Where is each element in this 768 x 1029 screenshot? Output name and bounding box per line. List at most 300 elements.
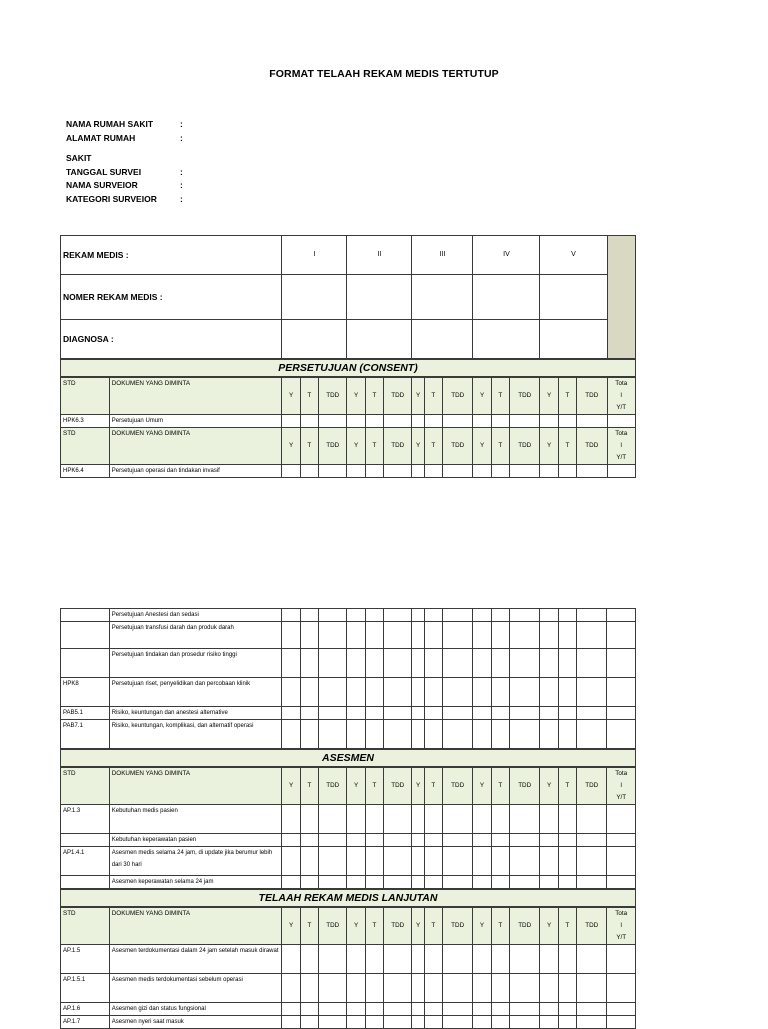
checkbox-cell[interactable] — [412, 465, 424, 478]
checkbox-cell[interactable] — [491, 1016, 509, 1029]
checkbox-cell[interactable] — [365, 945, 383, 974]
std-cell: AP.1.5.1 — [61, 974, 110, 1003]
checkbox-cell[interactable] — [365, 876, 383, 890]
checkbox-cell[interactable] — [576, 678, 606, 707]
checkbox-cell[interactable] — [442, 876, 472, 890]
patient-column-2[interactable] — [347, 275, 412, 320]
checkbox-cell[interactable] — [300, 649, 318, 678]
tdd-header: TDD — [319, 428, 347, 465]
checkbox-cell[interactable] — [347, 678, 365, 707]
checkbox-cell[interactable] — [424, 876, 442, 890]
checkbox-cell[interactable] — [442, 805, 472, 834]
checkbox-cell[interactable] — [491, 649, 509, 678]
checkbox-cell[interactable] — [424, 678, 442, 707]
checkbox-cell[interactable] — [424, 1016, 442, 1029]
checkbox-cell[interactable] — [384, 415, 412, 428]
checkbox-cell[interactable] — [282, 622, 300, 649]
checkbox-cell[interactable] — [540, 707, 558, 720]
checkbox-cell[interactable] — [319, 876, 347, 890]
table-row — [61, 609, 636, 622]
checkbox-cell[interactable] — [576, 622, 606, 649]
checkbox-cell[interactable] — [424, 847, 442, 876]
checkbox-cell[interactable] — [282, 707, 300, 720]
checkbox-cell[interactable] — [347, 649, 365, 678]
checkbox-cell[interactable] — [282, 649, 300, 678]
checkbox-cell[interactable] — [412, 609, 424, 622]
y-header: Y — [282, 377, 300, 415]
checkbox-cell[interactable] — [540, 847, 558, 876]
patient-column-1[interactable] — [282, 320, 347, 360]
checkbox-cell[interactable] — [319, 1016, 347, 1029]
dokumen-header: DOKUMEN YANG DIMINTA — [109, 428, 282, 465]
checkbox-cell[interactable] — [540, 834, 558, 847]
checkbox-cell[interactable] — [384, 609, 412, 622]
checkbox-cell[interactable] — [300, 876, 318, 890]
checkbox-cell[interactable] — [442, 945, 472, 974]
checkbox-cell[interactable] — [607, 876, 636, 890]
checkbox-cell[interactable] — [347, 1016, 365, 1029]
checkbox-cell[interactable] — [442, 720, 472, 750]
checkbox-cell[interactable] — [319, 1003, 347, 1016]
checkbox-cell[interactable] — [384, 945, 412, 974]
checkbox-cell[interactable] — [509, 1003, 539, 1016]
checkbox-cell[interactable] — [576, 974, 606, 1003]
checkbox-cell[interactable] — [300, 678, 318, 707]
checkbox-cell[interactable] — [491, 465, 509, 478]
checkbox-cell[interactable] — [424, 622, 442, 649]
checkbox-cell[interactable] — [558, 465, 576, 478]
checkbox-cell[interactable] — [607, 649, 636, 678]
patient-column-4[interactable] — [473, 275, 540, 320]
checkbox-cell[interactable] — [319, 720, 347, 750]
checkbox-cell[interactable] — [473, 945, 491, 974]
checkbox-cell[interactable] — [442, 834, 472, 847]
checkbox-cell[interactable] — [412, 1003, 424, 1016]
checkbox-cell[interactable] — [365, 465, 383, 478]
patient-column-1[interactable] — [282, 275, 347, 320]
t-header: T — [491, 767, 509, 805]
patient-column-1: I — [282, 236, 347, 275]
meta-sep: : — [180, 180, 183, 190]
checkbox-cell[interactable] — [365, 622, 383, 649]
checkbox-cell[interactable] — [384, 834, 412, 847]
patient-column-5[interactable] — [540, 320, 607, 360]
checkbox-cell[interactable] — [319, 415, 347, 428]
checkbox-cell[interactable] — [282, 974, 300, 1003]
checkbox-cell[interactable] — [300, 1016, 318, 1029]
checkbox-cell[interactable] — [300, 945, 318, 974]
checkbox-cell[interactable] — [607, 622, 636, 649]
table-row — [61, 805, 636, 834]
checkbox-cell[interactable] — [491, 609, 509, 622]
checkbox-cell[interactable] — [473, 678, 491, 707]
checkbox-cell[interactable] — [282, 834, 300, 847]
checkbox-cell[interactable] — [347, 720, 365, 750]
checkbox-cell[interactable] — [473, 720, 491, 750]
patient-column-3[interactable] — [412, 320, 473, 360]
y-header: Y — [347, 907, 365, 945]
checkbox-cell[interactable] — [491, 805, 509, 834]
checkbox-cell[interactable] — [558, 622, 576, 649]
checkbox-cell[interactable] — [424, 649, 442, 678]
checkbox-cell[interactable] — [347, 609, 365, 622]
checkbox-cell[interactable] — [282, 678, 300, 707]
checkbox-cell[interactable] — [347, 974, 365, 1003]
checkbox-cell[interactable] — [412, 834, 424, 847]
checkbox-cell[interactable] — [491, 678, 509, 707]
checkbox-cell[interactable] — [384, 1016, 412, 1029]
checkbox-cell[interactable] — [607, 707, 636, 720]
checkbox-cell[interactable] — [365, 649, 383, 678]
checkbox-cell[interactable] — [319, 707, 347, 720]
tdd-header: TDD — [384, 428, 412, 465]
checkbox-cell[interactable] — [319, 609, 347, 622]
checkbox-cell[interactable] — [509, 876, 539, 890]
checkbox-cell[interactable] — [607, 465, 635, 478]
checkbox-cell[interactable] — [607, 805, 636, 834]
patient-column-4[interactable] — [473, 320, 540, 360]
checkbox-cell[interactable] — [300, 834, 318, 847]
checkbox-cell[interactable] — [412, 876, 424, 890]
checkbox-cell[interactable] — [384, 649, 412, 678]
checkbox-cell[interactable] — [412, 678, 424, 707]
checkbox-cell[interactable] — [558, 649, 576, 678]
checkbox-cell[interactable] — [607, 847, 636, 876]
checkbox-cell[interactable] — [442, 847, 472, 876]
checkbox-cell[interactable] — [300, 805, 318, 834]
document-cell: Risiko, keuntungan, komplikasi, dan alternatif operasi — [109, 720, 282, 750]
checkbox-cell[interactable] — [442, 974, 472, 1003]
checkbox-cell[interactable] — [347, 415, 365, 428]
checkbox-cell[interactable] — [424, 609, 442, 622]
checkbox-cell[interactable] — [577, 465, 607, 478]
checkbox-cell[interactable] — [491, 415, 509, 428]
checkbox-cell[interactable] — [300, 622, 318, 649]
checkbox-cell[interactable] — [300, 415, 318, 428]
checkbox-cell[interactable] — [509, 805, 539, 834]
checkbox-cell[interactable] — [384, 876, 412, 890]
checkbox-cell[interactable] — [607, 720, 636, 750]
t-header: T — [300, 907, 318, 945]
section-row — [61, 889, 636, 907]
checkbox-cell[interactable] — [540, 974, 558, 1003]
document-cell: Persetujuan Anestesi dan sedasi — [109, 609, 282, 622]
checkbox-cell[interactable] — [412, 707, 424, 720]
checkbox-cell[interactable] — [473, 974, 491, 1003]
checkbox-cell[interactable] — [282, 805, 300, 834]
checkbox-cell[interactable] — [509, 974, 539, 1003]
checkbox-cell[interactable] — [607, 1003, 636, 1016]
checkbox-cell[interactable] — [473, 876, 491, 890]
checkbox-cell[interactable] — [365, 678, 383, 707]
y-header: Y — [540, 428, 558, 465]
checkbox-cell[interactable] — [365, 847, 383, 876]
checkbox-cell[interactable] — [384, 720, 412, 750]
checkbox-cell[interactable] — [384, 622, 412, 649]
checkbox-cell[interactable] — [412, 847, 424, 876]
checkbox-cell[interactable] — [442, 609, 472, 622]
checkbox-cell[interactable] — [319, 622, 347, 649]
checkbox-cell[interactable] — [558, 415, 576, 428]
checkbox-cell[interactable] — [558, 945, 576, 974]
top-label: NOMER REKAM MEDIS : — [61, 275, 282, 320]
top-info-row — [61, 275, 636, 320]
checkbox-cell[interactable] — [384, 847, 412, 876]
checkbox-cell[interactable] — [347, 834, 365, 847]
checkbox-cell[interactable] — [509, 707, 539, 720]
patient-column-3[interactable] — [412, 275, 473, 320]
checkbox-cell[interactable] — [509, 945, 539, 974]
checkbox-cell[interactable] — [412, 805, 424, 834]
checkbox-cell[interactable] — [384, 805, 412, 834]
y-header: Y — [412, 428, 424, 465]
checkbox-cell[interactable] — [577, 415, 607, 428]
checkbox-cell[interactable] — [607, 945, 636, 974]
checkbox-cell[interactable] — [347, 945, 365, 974]
checkbox-cell[interactable] — [412, 622, 424, 649]
checkbox-cell[interactable] — [365, 609, 383, 622]
checkbox-cell[interactable] — [558, 974, 576, 1003]
checkbox-cell[interactable] — [347, 805, 365, 834]
checkbox-cell[interactable] — [384, 707, 412, 720]
checkbox-cell[interactable] — [282, 876, 300, 890]
checkbox-cell[interactable] — [384, 465, 412, 478]
checkbox-cell[interactable] — [319, 649, 347, 678]
checkbox-cell[interactable] — [365, 805, 383, 834]
checkbox-cell[interactable] — [442, 678, 472, 707]
checkbox-cell[interactable] — [509, 678, 539, 707]
checkbox-cell[interactable] — [473, 622, 491, 649]
checkbox-cell[interactable] — [540, 465, 558, 478]
checkbox-cell[interactable] — [319, 805, 347, 834]
checkbox-cell[interactable] — [540, 678, 558, 707]
y-header: Y — [412, 907, 424, 945]
checkbox-cell[interactable] — [509, 649, 539, 678]
checkbox-cell[interactable] — [558, 609, 576, 622]
checkbox-cell[interactable] — [473, 707, 491, 720]
checkbox-cell[interactable] — [282, 945, 300, 974]
checkbox-cell[interactable] — [365, 1016, 383, 1029]
checkbox-cell[interactable] — [491, 622, 509, 649]
checkbox-cell[interactable] — [576, 876, 606, 890]
checkbox-cell[interactable] — [607, 1016, 636, 1029]
checkbox-cell[interactable] — [412, 649, 424, 678]
checkbox-cell[interactable] — [473, 609, 491, 622]
checkbox-cell[interactable] — [576, 847, 606, 876]
checkbox-cell[interactable] — [347, 876, 365, 890]
checkbox-cell[interactable] — [384, 974, 412, 1003]
checkbox-cell[interactable] — [412, 945, 424, 974]
tdd-header: TDD — [319, 907, 347, 945]
total-header-line: l — [620, 922, 622, 929]
std-cell: PAB7.1 — [61, 720, 110, 750]
checkbox-cell[interactable] — [424, 974, 442, 1003]
checkbox-cell[interactable] — [347, 465, 365, 478]
patient-column-5[interactable] — [540, 275, 607, 320]
checkbox-cell[interactable] — [319, 834, 347, 847]
checkbox-cell[interactable] — [509, 720, 539, 750]
checkbox-cell[interactable] — [540, 945, 558, 974]
checkbox-cell[interactable] — [442, 1016, 472, 1029]
checkbox-cell[interactable] — [365, 834, 383, 847]
checkbox-cell[interactable] — [491, 945, 509, 974]
checkbox-cell[interactable] — [491, 876, 509, 890]
checkbox-cell[interactable] — [491, 834, 509, 847]
checkbox-cell[interactable] — [300, 720, 318, 750]
checkbox-cell[interactable] — [540, 876, 558, 890]
checkbox-cell[interactable] — [442, 415, 472, 428]
checkbox-cell[interactable] — [558, 805, 576, 834]
checkbox-cell[interactable] — [473, 1003, 491, 1016]
checkbox-cell[interactable] — [491, 720, 509, 750]
checkbox-cell[interactable] — [442, 707, 472, 720]
checkbox-cell[interactable] — [365, 974, 383, 1003]
checkbox-cell[interactable] — [319, 847, 347, 876]
checkbox-cell[interactable] — [412, 415, 424, 428]
checkbox-cell[interactable] — [319, 974, 347, 1003]
checkbox-cell[interactable] — [540, 720, 558, 750]
checkbox-cell[interactable] — [424, 415, 442, 428]
checkbox-cell[interactable] — [576, 720, 606, 750]
checkbox-cell[interactable] — [347, 622, 365, 649]
checkbox-cell[interactable] — [347, 707, 365, 720]
checkbox-cell[interactable] — [558, 707, 576, 720]
checkbox-cell[interactable] — [509, 834, 539, 847]
checkbox-cell[interactable] — [365, 1003, 383, 1016]
checkbox-cell[interactable] — [558, 1016, 576, 1029]
checkbox-cell[interactable] — [491, 1003, 509, 1016]
checkbox-cell[interactable] — [607, 834, 636, 847]
checkbox-cell[interactable] — [319, 945, 347, 974]
checkbox-cell[interactable] — [365, 707, 383, 720]
checkbox-cell[interactable] — [558, 1003, 576, 1016]
checkbox-cell[interactable] — [282, 720, 300, 750]
checkbox-cell[interactable] — [424, 720, 442, 750]
patient-column-2[interactable] — [347, 320, 412, 360]
checkbox-cell[interactable] — [300, 1003, 318, 1016]
checkbox-cell[interactable] — [558, 847, 576, 876]
checkbox-cell[interactable] — [540, 415, 558, 428]
checkbox-cell[interactable] — [576, 649, 606, 678]
checkbox-cell[interactable] — [442, 1003, 472, 1016]
checkbox-cell[interactable] — [576, 834, 606, 847]
section-row — [61, 749, 636, 767]
checkbox-cell[interactable] — [540, 622, 558, 649]
y-header: Y — [540, 767, 558, 805]
checkbox-cell[interactable] — [319, 465, 347, 478]
checkbox-cell[interactable] — [576, 1016, 606, 1029]
checkbox-cell[interactable] — [442, 622, 472, 649]
checkbox-cell[interactable] — [412, 720, 424, 750]
checkbox-cell[interactable] — [384, 678, 412, 707]
checkbox-cell[interactable] — [540, 1016, 558, 1029]
checkbox-cell[interactable] — [282, 465, 300, 478]
checkbox-cell[interactable] — [473, 649, 491, 678]
checkbox-cell[interactable] — [424, 707, 442, 720]
checkbox-cell[interactable] — [473, 465, 491, 478]
checkbox-cell[interactable] — [540, 805, 558, 834]
checkbox-cell[interactable] — [558, 678, 576, 707]
checkbox-cell[interactable] — [347, 847, 365, 876]
checkbox-cell[interactable] — [509, 847, 539, 876]
checkbox-cell[interactable] — [473, 847, 491, 876]
checkbox-cell[interactable] — [384, 1003, 412, 1016]
checkbox-cell[interactable] — [510, 415, 540, 428]
checkbox-cell[interactable] — [282, 1003, 300, 1016]
checkbox-cell[interactable] — [607, 609, 636, 622]
checkbox-cell[interactable] — [365, 720, 383, 750]
checkbox-cell[interactable] — [300, 974, 318, 1003]
checkbox-cell[interactable] — [576, 805, 606, 834]
checkbox-cell[interactable] — [424, 805, 442, 834]
checkbox-cell[interactable] — [347, 1003, 365, 1016]
checkbox-cell[interactable] — [509, 1016, 539, 1029]
checkbox-cell[interactable] — [365, 415, 383, 428]
meta-sep: : — [180, 132, 183, 143]
checkbox-cell[interactable] — [424, 945, 442, 974]
checkbox-cell[interactable] — [473, 834, 491, 847]
checkbox-cell[interactable] — [491, 707, 509, 720]
checkbox-cell[interactable] — [607, 974, 636, 1003]
checkbox-cell[interactable] — [282, 1016, 300, 1029]
checkbox-cell[interactable] — [491, 974, 509, 1003]
checkbox-cell[interactable] — [282, 847, 300, 876]
top-label: DIAGNOSA : — [61, 320, 282, 360]
checkbox-cell[interactable] — [540, 649, 558, 678]
checkbox-cell[interactable] — [412, 974, 424, 1003]
checkbox-cell[interactable] — [300, 707, 318, 720]
checkbox-cell[interactable] — [424, 1003, 442, 1016]
checkbox-cell[interactable] — [300, 609, 318, 622]
checkbox-cell[interactable] — [540, 1003, 558, 1016]
checkbox-cell[interactable] — [576, 1003, 606, 1016]
checkbox-cell[interactable] — [412, 1016, 424, 1029]
checkbox-cell[interactable] — [300, 847, 318, 876]
meta-row — [66, 193, 183, 207]
checkbox-cell[interactable] — [509, 622, 539, 649]
checkbox-cell[interactable] — [558, 720, 576, 750]
checkbox-cell[interactable] — [558, 834, 576, 847]
checkbox-cell[interactable] — [510, 465, 540, 478]
checkbox-cell[interactable] — [473, 415, 491, 428]
checkbox-cell[interactable] — [509, 609, 539, 622]
std-cell: AP.1.5 — [61, 945, 110, 974]
checkbox-cell[interactable] — [576, 609, 606, 622]
section-title: ASESMEN — [61, 749, 636, 767]
table-row — [61, 847, 636, 876]
checkbox-cell[interactable] — [607, 415, 635, 428]
checkbox-cell[interactable] — [558, 876, 576, 890]
t-header: T — [365, 428, 383, 465]
checkbox-cell[interactable] — [491, 847, 509, 876]
checkbox-cell[interactable] — [473, 805, 491, 834]
checkbox-cell[interactable] — [442, 649, 472, 678]
checkbox-cell[interactable] — [424, 465, 442, 478]
checkbox-cell[interactable] — [540, 609, 558, 622]
checkbox-cell[interactable] — [282, 609, 300, 622]
checkbox-cell[interactable] — [576, 945, 606, 974]
checkbox-cell[interactable] — [300, 465, 318, 478]
checkbox-cell[interactable] — [424, 834, 442, 847]
checkbox-cell[interactable] — [319, 678, 347, 707]
checkbox-cell[interactable] — [473, 1016, 491, 1029]
checkbox-cell[interactable] — [607, 678, 636, 707]
checkbox-cell[interactable] — [576, 707, 606, 720]
checkbox-cell[interactable] — [442, 465, 472, 478]
checkbox-cell[interactable] — [282, 415, 300, 428]
document-cell: Risiko, keuntungan dan anestesi alternative — [109, 707, 282, 720]
section-title: TELAAH REKAM MEDIS LANJUTAN — [61, 889, 636, 907]
